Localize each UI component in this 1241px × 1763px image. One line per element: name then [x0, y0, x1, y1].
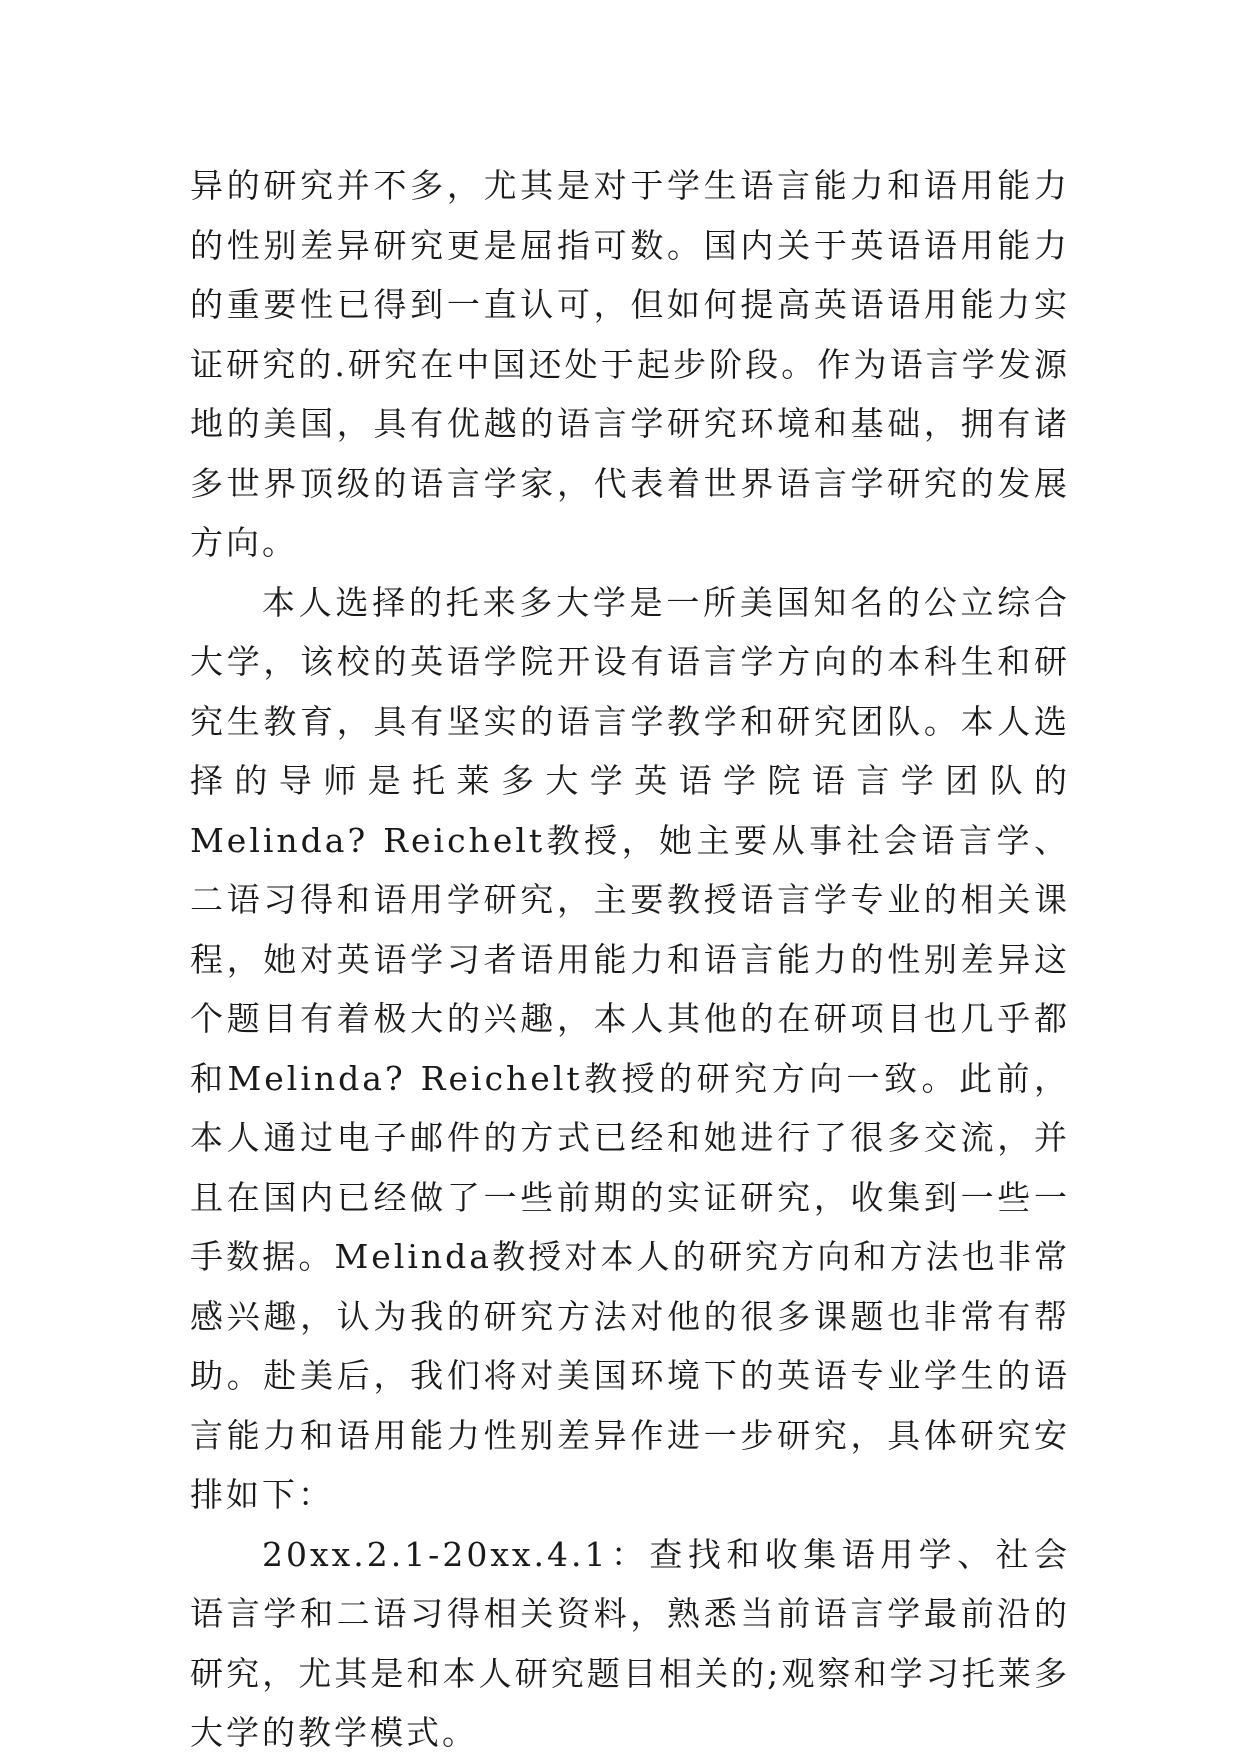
paragraph-1: 异的研究并不多，尤其是对于学生语言能力和语用能力的性别差异研究更是屈指可数。国内关于英语语用能力的重要性已得到一直认可，但如何提高英语语用能力实证研究的.研究在中国还处于起步阶段。作为语言学发源地的美国，具有优越的语言学研究环境和基础，拥有诸多世界顶级的语言学家，代表着世界语言学研究的发展方向。: [190, 166, 1070, 562]
document-body: [190, 156, 1070, 1763]
paragraph-3: 20xx.2.1-20xx.4.1：查找和收集语用学、社会语言学和二语习得相关资料，熟悉当前语言学最前沿的研究，尤其是和本人研究题目相关的;观察和学习托莱多大学的教学模式。: [190, 1534, 1070, 1752]
paragraph-2: 本人选择的托来多大学是一所美国知名的公立综合大学，该校的英语学院开设有语言学方向的本科生和研究生教育，具有坚实的语言学教学和研究团队。本人选择的导师是托莱多大学英语学院语言学团队的Melinda? Reichelt教授，她主要从事社会语言学、二语习得和语用学研究，主要教授语言学专业的相关课程，她对英语学习者语用能力和语言能力的性别差异这个题目有着极大的兴趣，本人其他的在研项目也几乎都和Melinda? Reichelt教授的研究方向一致。此前，本人通过电子邮件的方式已经和她进行了很多交流，并且在国内已经做了一些前期的实证研究，收集到一些一手数据。Melinda教授对本人的研究方向和方法也非常感兴趣，认为我的研究方法对他的很多课题也非常有帮助。赴美后，我们将对美国环境下的英语专业学生的语言能力和语用能力性别差异作进一步研究，具体研究安排如下：: [190, 582, 1070, 1514]
